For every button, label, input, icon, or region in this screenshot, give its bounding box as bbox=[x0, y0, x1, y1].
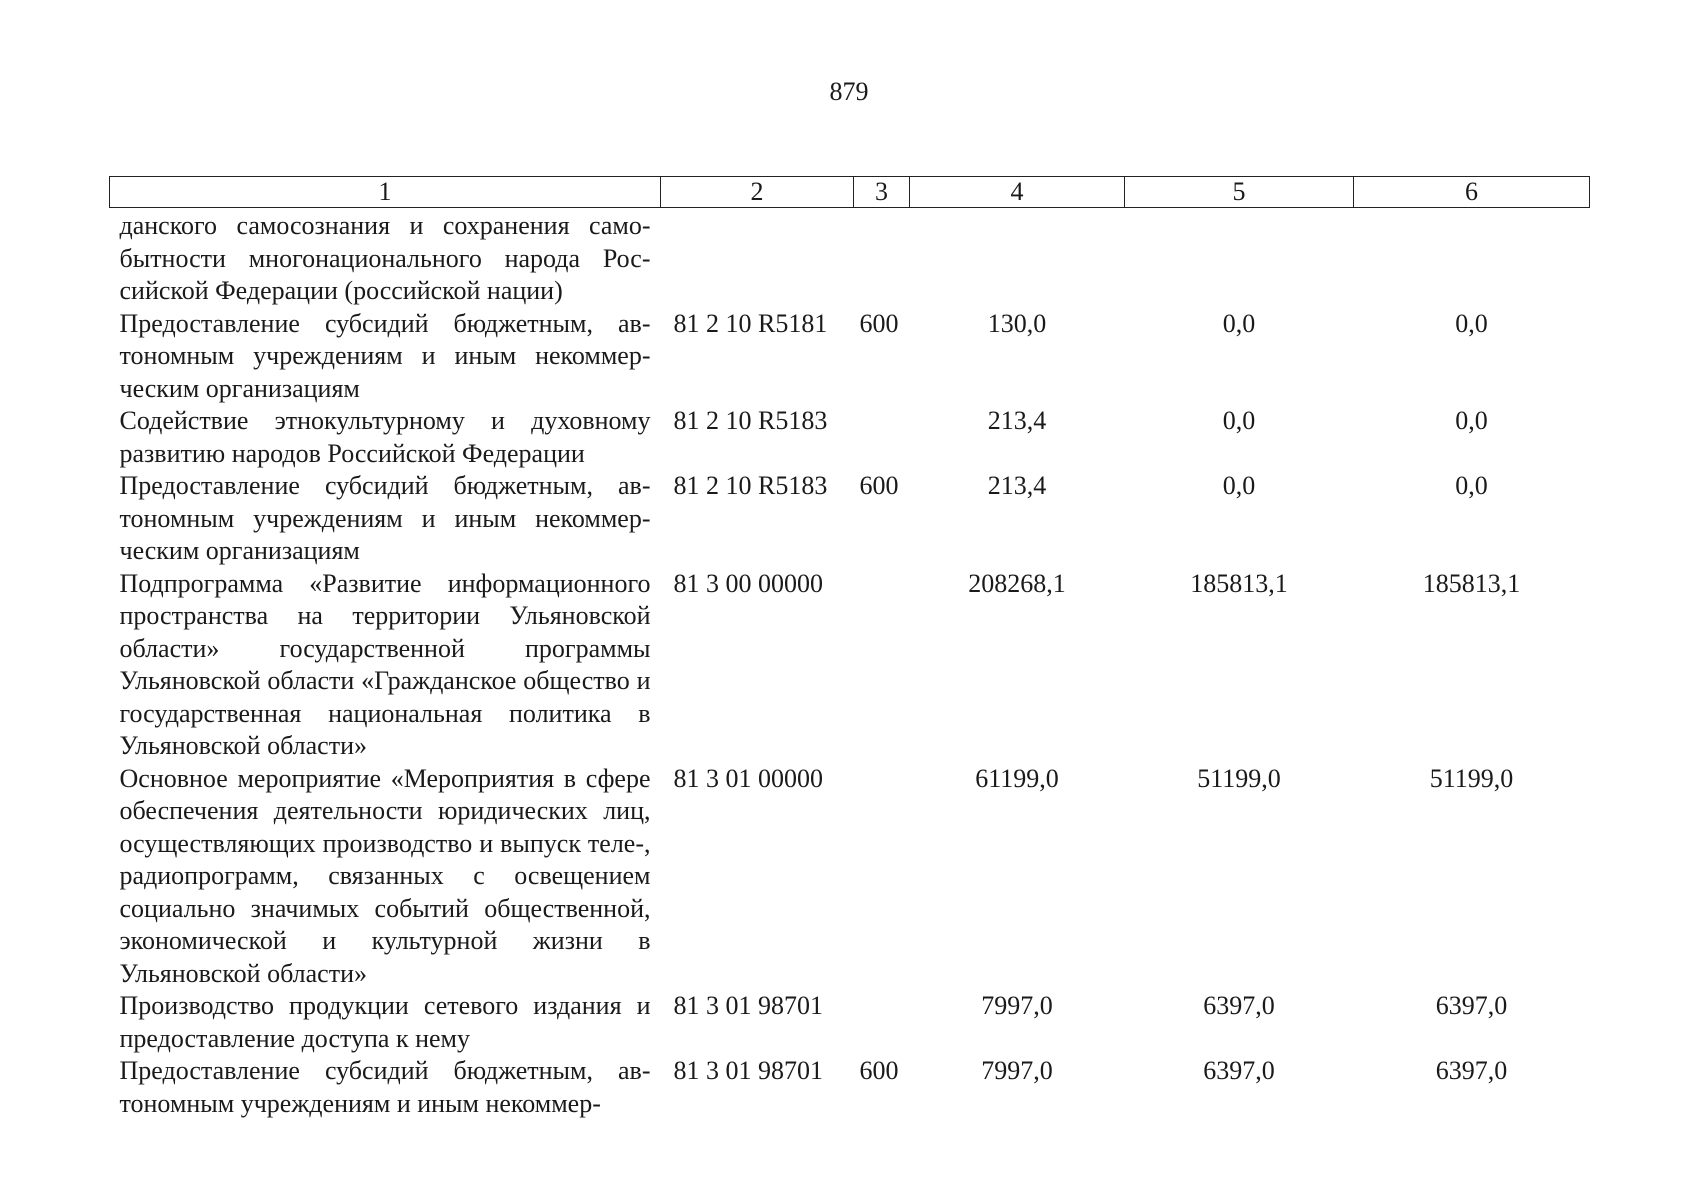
row-code: 81 3 01 98701 bbox=[673, 991, 823, 1020]
row-name: Основное мероприятие «Мероприятия в сфере обеспечения деятельности юридических лиц, осуществляющих производство и выпуск теле-, радиопрограмм, связанных с освещением социально значимых событий общественной, экономической и культурной жизни в Ульяновской области» bbox=[119, 763, 651, 988]
row-value-4: 7997,0 bbox=[981, 1056, 1053, 1085]
row-type: 600 bbox=[859, 308, 899, 338]
row-type bbox=[854, 405, 910, 470]
table-header bbox=[110, 177, 1590, 208]
header-col-5: 5 bbox=[1125, 177, 1354, 208]
row-type bbox=[854, 208, 910, 308]
table-row bbox=[110, 1055, 1590, 1120]
row-value-4: 208268,1 bbox=[968, 568, 1066, 598]
header-row bbox=[110, 177, 1590, 208]
table-row bbox=[110, 405, 1590, 470]
row-value-4: 213,4 bbox=[987, 471, 1047, 500]
header-col-2: 2 bbox=[661, 177, 854, 208]
row-code: 81 2 10 R5181 bbox=[673, 308, 828, 338]
row-code: 81 2 10 R5183 bbox=[673, 406, 828, 435]
row-value-4: 61199,0 bbox=[975, 763, 1059, 793]
budget-table bbox=[109, 176, 1590, 1120]
table-row bbox=[110, 763, 1590, 991]
row-type: 600 bbox=[859, 1056, 899, 1085]
row-name: Предоставление субсидий бюджетным, автономным учреждениям и иным некоммерческим организациям bbox=[119, 308, 651, 403]
header-col-6: 6 bbox=[1354, 177, 1590, 208]
row-code: 81 2 10 R5183 bbox=[673, 471, 828, 500]
row-value-6: 0,0 bbox=[1455, 308, 1488, 338]
header-col-1: 1 bbox=[110, 177, 661, 208]
row-value-6: 6397,0 bbox=[1435, 991, 1508, 1020]
table-row bbox=[110, 208, 1590, 308]
row-name: Предоставление субсидий бюджетным, автономным учреждениям и иным некоммерческим организациям bbox=[119, 471, 651, 565]
row-value-5: 6397,0 bbox=[1203, 1056, 1275, 1085]
row-type bbox=[854, 763, 910, 991]
row-code: 81 3 00 00000 bbox=[673, 568, 823, 598]
row-name: Подпрограмма «Развитие информационного пространства на территории Ульяновской области» государственной программы Ульяновской области «Гражданское общество и государственная национальная политика в Ульяновской области» bbox=[119, 568, 651, 760]
row-value-4: 130,0 bbox=[987, 308, 1047, 338]
row-value-5: 0,0 bbox=[1222, 308, 1256, 338]
table-row bbox=[110, 568, 1590, 763]
row-value-5: 185813,1 bbox=[1190, 568, 1288, 598]
table-row bbox=[110, 990, 1590, 1055]
row-value-6: 51199,0 bbox=[1429, 763, 1514, 793]
table-row bbox=[110, 470, 1590, 568]
row-value-4: 213,4 bbox=[987, 406, 1047, 435]
row-code: 81 3 01 98701 bbox=[673, 1056, 823, 1085]
row-value-5: 51199,0 bbox=[1197, 763, 1281, 793]
row-value-6 bbox=[1354, 208, 1590, 308]
page-number: 879 bbox=[829, 77, 869, 106]
row-value-5: 0,0 bbox=[1222, 406, 1256, 435]
row-value-6: 0,0 bbox=[1455, 471, 1488, 500]
row-value-4: 7997,0 bbox=[981, 991, 1053, 1020]
row-value-5 bbox=[1125, 208, 1354, 308]
row-name: Предоставление субсидий бюджетным, автономным учреждениям и иным некоммер- bbox=[119, 1056, 651, 1118]
row-type bbox=[854, 990, 910, 1055]
table-row bbox=[110, 308, 1590, 406]
row-value-5: 0,0 bbox=[1222, 471, 1256, 500]
header-col-3: 3 bbox=[854, 177, 910, 208]
row-name: данского самосознания и сохранения самобытности многонационального народа Российской Федерации (российской нации) bbox=[119, 211, 651, 305]
row-code bbox=[661, 208, 854, 308]
row-value-5: 6397,0 bbox=[1203, 991, 1275, 1020]
row-name: Содействие этнокультурному и духовному развитию народов Российской Федерации bbox=[119, 406, 651, 468]
row-type: 600 bbox=[859, 471, 899, 500]
row-type bbox=[854, 568, 910, 763]
budget-table-container bbox=[109, 176, 1589, 1120]
row-name: Производство продукции сетевого издания и предоставление доступа к нему bbox=[119, 991, 651, 1053]
row-code: 81 3 01 00000 bbox=[673, 763, 823, 793]
row-value-6: 185813,1 bbox=[1422, 568, 1521, 598]
header-col-4: 4 bbox=[910, 177, 1125, 208]
row-value-4 bbox=[910, 208, 1125, 308]
table-body bbox=[110, 208, 1590, 1121]
row-value-6: 0,0 bbox=[1455, 406, 1488, 435]
row-value-6: 6397,0 bbox=[1435, 1056, 1508, 1085]
